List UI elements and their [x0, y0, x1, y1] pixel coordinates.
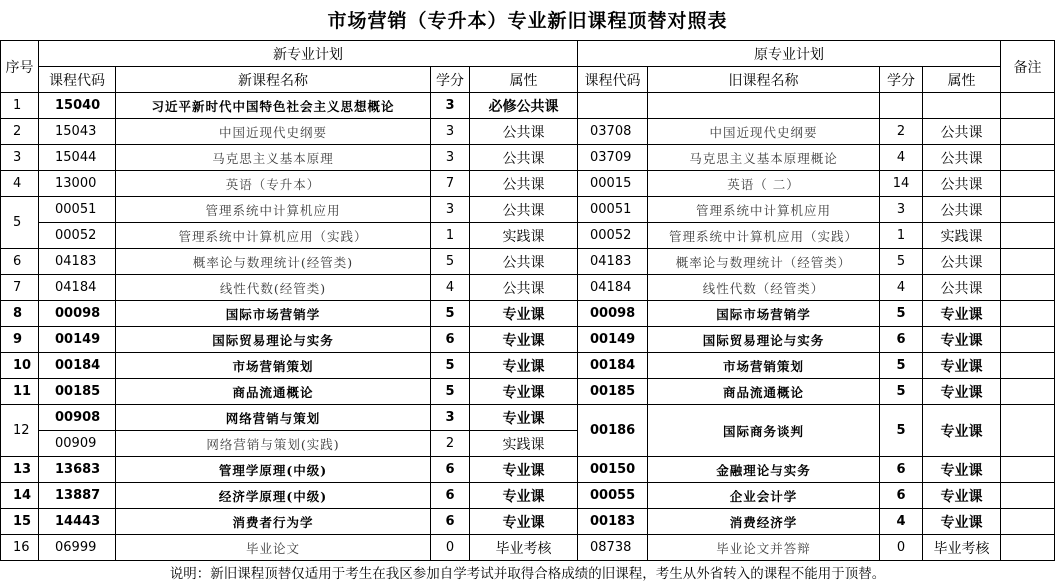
cell-new-name: 英语（专升本） — [116, 171, 431, 197]
cell-old-prop: 专业课 — [923, 353, 1001, 379]
cell-new-credit: 5 — [431, 249, 470, 275]
cell-new-name: 毕业论文 — [116, 535, 431, 561]
cell-new-prop: 专业课 — [470, 509, 578, 535]
cell-old-name: 金融理论与实务 — [648, 457, 880, 483]
cell-old-name: 市场营销策划 — [648, 353, 880, 379]
cell-new-credit: 5 — [431, 379, 470, 405]
cell-old-credit: 5 — [880, 249, 923, 275]
cell-new-name: 习近平新时代中国特色社会主义思想概论 — [116, 93, 431, 119]
cell-new-code: 15040 — [39, 93, 116, 119]
cell-new-credit: 5 — [431, 353, 470, 379]
header-old-plan: 原专业计划 — [578, 41, 1001, 67]
cell-new-code: 00051 — [39, 197, 116, 223]
cell-new-code: 00184 — [39, 353, 116, 379]
cell-seq: 4 — [1, 171, 39, 197]
cell-old-name: 中国近现代史纲要 — [648, 119, 880, 145]
cell-new-name: 商品流通概论 — [116, 379, 431, 405]
cell-old-name: 概率论与数理统计（经管类） — [648, 249, 880, 275]
cell-old-credit: 6 — [880, 457, 923, 483]
table-row — [1, 249, 1055, 275]
header-remark: 备注 — [1001, 41, 1055, 93]
cell-old-prop: 实践课 — [923, 223, 1001, 249]
table-row — [1, 483, 1055, 509]
cell-old-prop: 公共课 — [923, 171, 1001, 197]
table-row — [1, 145, 1055, 171]
cell-new-code: 04183 — [39, 249, 116, 275]
cell-new-prop: 必修公共课 — [470, 93, 578, 119]
cell-seq: 13 — [1, 457, 39, 483]
cell-old-prop: 公共课 — [923, 197, 1001, 223]
cell-new-prop: 专业课 — [470, 301, 578, 327]
cell-old-code: 08738 — [578, 535, 648, 561]
cell-new-prop: 公共课 — [470, 275, 578, 301]
cell-new-prop: 公共课 — [470, 197, 578, 223]
cell-seq: 2 — [1, 119, 39, 145]
cell-old-credit: 4 — [880, 509, 923, 535]
cell-old-code: 04184 — [578, 275, 648, 301]
cell-old-name: 消费经济学 — [648, 509, 880, 535]
cell-new-credit: 3 — [431, 119, 470, 145]
cell-new-code: 06999 — [39, 535, 116, 561]
cell-old-credit: 5 — [880, 405, 923, 457]
cell-new-name: 管理系统中计算机应用（实践） — [116, 223, 431, 249]
cell-old-code: 00051 — [578, 197, 648, 223]
cell-new-credit: 1 — [431, 223, 470, 249]
course-table — [0, 40, 1055, 561]
cell-old-name: 毕业论文并答辩 — [648, 535, 880, 561]
table-row — [1, 119, 1055, 145]
cell-new-prop: 专业课 — [470, 353, 578, 379]
cell-new-prop: 专业课 — [470, 379, 578, 405]
cell-old-code: 00052 — [578, 223, 648, 249]
cell-old-prop — [923, 93, 1001, 119]
cell-remark — [1001, 379, 1055, 405]
cell-new-credit: 6 — [431, 327, 470, 353]
cell-old-prop: 公共课 — [923, 249, 1001, 275]
cell-old-name: 企业会计学 — [648, 483, 880, 509]
cell-old-name: 管理系统中计算机应用（实践） — [648, 223, 880, 249]
table-row — [1, 457, 1055, 483]
cell-new-credit: 6 — [431, 457, 470, 483]
cell-new-credit: 6 — [431, 483, 470, 509]
cell-old-name: 商品流通概论 — [648, 379, 880, 405]
cell-old-code — [578, 93, 648, 119]
cell-remark — [1001, 353, 1055, 379]
cell-new-name: 管理系统中计算机应用 — [116, 197, 431, 223]
cell-remark — [1001, 249, 1055, 275]
cell-remark — [1001, 327, 1055, 353]
cell-seq: 9 — [1, 327, 39, 353]
cell-old-name: 英语（ 二） — [648, 171, 880, 197]
cell-new-code: 15043 — [39, 119, 116, 145]
cell-new-code: 00908 — [39, 405, 116, 431]
cell-old-credit — [880, 93, 923, 119]
cell-old-code: 00184 — [578, 353, 648, 379]
cell-new-name: 概率论与数理统计(经管类) — [116, 249, 431, 275]
cell-old-prop: 专业课 — [923, 457, 1001, 483]
cell-old-prop: 公共课 — [923, 275, 1001, 301]
cell-new-code: 13000 — [39, 171, 116, 197]
cell-old-code: 03708 — [578, 119, 648, 145]
cell-old-code: 04183 — [578, 249, 648, 275]
cell-new-name: 市场营销策划 — [116, 353, 431, 379]
cell-remark — [1001, 223, 1055, 249]
table-row — [1, 275, 1055, 301]
cell-old-prop: 专业课 — [923, 509, 1001, 535]
cell-old-credit: 3 — [880, 197, 923, 223]
cell-new-code: 00149 — [39, 327, 116, 353]
cell-new-credit: 3 — [431, 145, 470, 171]
cell-new-name: 经济学原理(中级) — [116, 483, 431, 509]
cell-new-name: 马克思主义基本原理 — [116, 145, 431, 171]
cell-new-name: 国际贸易理论与实务 — [116, 327, 431, 353]
cell-new-code: 00052 — [39, 223, 116, 249]
cell-new-credit: 7 — [431, 171, 470, 197]
header-row-top — [1, 41, 1055, 67]
cell-old-prop: 专业课 — [923, 301, 1001, 327]
cell-old-name: 线性代数（经管类） — [648, 275, 880, 301]
footnote: 说明：新旧课程顶替仅适用于考生在我区参加自学考试并取得合格成绩的旧课程，考生从外省转入的课程不能用于顶替。 — [169, 566, 886, 582]
cell-seq: 14 — [1, 483, 39, 509]
cell-old-code: 00185 — [578, 379, 648, 405]
cell-remark — [1001, 171, 1055, 197]
cell-old-code: 03709 — [578, 145, 648, 171]
cell-old-credit: 0 — [880, 535, 923, 561]
cell-remark — [1001, 405, 1055, 457]
header-new-credit: 学分 — [431, 67, 470, 93]
cell-new-credit: 3 — [431, 197, 470, 223]
cell-seq: 10 — [1, 353, 39, 379]
cell-old-code: 00150 — [578, 457, 648, 483]
table-row — [1, 379, 1055, 405]
cell-new-credit: 0 — [431, 535, 470, 561]
cell-old-code: 00098 — [578, 301, 648, 327]
header-row-sub — [1, 67, 1055, 93]
cell-old-name: 管理系统中计算机应用 — [648, 197, 880, 223]
cell-new-code: 13887 — [39, 483, 116, 509]
cell-old-credit: 4 — [880, 145, 923, 171]
cell-old-credit: 5 — [880, 301, 923, 327]
cell-remark — [1001, 483, 1055, 509]
cell-new-prop: 实践课 — [470, 223, 578, 249]
cell-remark — [1001, 145, 1055, 171]
cell-old-prop: 公共课 — [923, 145, 1001, 171]
cell-new-prop: 公共课 — [470, 145, 578, 171]
cell-old-credit: 2 — [880, 119, 923, 145]
header-new-prop: 属性 — [470, 67, 578, 93]
cell-old-name: 国际贸易理论与实务 — [648, 327, 880, 353]
cell-old-credit: 4 — [880, 275, 923, 301]
cell-old-credit: 14 — [880, 171, 923, 197]
cell-remark — [1001, 119, 1055, 145]
cell-new-code: 04184 — [39, 275, 116, 301]
cell-remark — [1001, 535, 1055, 561]
cell-old-credit: 5 — [880, 353, 923, 379]
cell-old-name — [648, 93, 880, 119]
cell-seq: 6 — [1, 249, 39, 275]
cell-old-code: 00183 — [578, 509, 648, 535]
cell-new-name: 网络营销与策划(实践) — [116, 431, 431, 457]
cell-new-code: 00185 — [39, 379, 116, 405]
header-new-code: 课程代码 — [39, 67, 116, 93]
cell-new-prop: 公共课 — [470, 249, 578, 275]
cell-new-code: 15044 — [39, 145, 116, 171]
cell-new-code: 00098 — [39, 301, 116, 327]
cell-new-prop: 专业课 — [470, 457, 578, 483]
cell-new-name: 消费者行为学 — [116, 509, 431, 535]
cell-old-name: 国际市场营销学 — [648, 301, 880, 327]
cell-new-code: 13683 — [39, 457, 116, 483]
cell-seq: 12 — [1, 405, 39, 457]
table-row — [1, 327, 1055, 353]
table-row — [1, 353, 1055, 379]
header-new-plan: 新专业计划 — [39, 41, 578, 67]
cell-new-credit: 6 — [431, 509, 470, 535]
header-new-name: 新课程名称 — [116, 67, 431, 93]
page-title: 市场营销（专升本）专业新旧课程顶替对照表 — [327, 10, 728, 32]
cell-new-name: 线性代数(经管类) — [116, 275, 431, 301]
table-row — [1, 301, 1055, 327]
header-old-credit: 学分 — [880, 67, 923, 93]
cell-old-prop: 公共课 — [923, 119, 1001, 145]
cell-new-prop: 专业课 — [470, 327, 578, 353]
cell-seq: 7 — [1, 275, 39, 301]
header-old-name: 旧课程名称 — [648, 67, 880, 93]
cell-remark — [1001, 275, 1055, 301]
cell-seq: 11 — [1, 379, 39, 405]
table-row — [1, 405, 1055, 431]
cell-old-code: 00055 — [578, 483, 648, 509]
cell-new-credit: 2 — [431, 431, 470, 457]
cell-new-name: 中国近现代史纲要 — [116, 119, 431, 145]
cell-new-credit: 3 — [431, 405, 470, 431]
header-old-prop: 属性 — [923, 67, 1001, 93]
cell-old-credit: 1 — [880, 223, 923, 249]
cell-remark — [1001, 457, 1055, 483]
cell-remark — [1001, 301, 1055, 327]
table-row — [1, 535, 1055, 561]
cell-new-name: 国际市场营销学 — [116, 301, 431, 327]
cell-old-credit: 6 — [880, 327, 923, 353]
cell-new-prop: 专业课 — [470, 405, 578, 431]
cell-new-code: 14443 — [39, 509, 116, 535]
cell-seq: 16 — [1, 535, 39, 561]
cell-old-credit: 5 — [880, 379, 923, 405]
cell-seq: 1 — [1, 93, 39, 119]
cell-old-code: 00149 — [578, 327, 648, 353]
cell-old-name: 马克思主义基本原理概论 — [648, 145, 880, 171]
cell-new-prop: 公共课 — [470, 171, 578, 197]
cell-new-credit: 3 — [431, 93, 470, 119]
cell-new-prop: 毕业考核 — [470, 535, 578, 561]
cell-seq: 8 — [1, 301, 39, 327]
cell-seq: 5 — [1, 197, 39, 249]
cell-old-code: 00186 — [578, 405, 648, 457]
cell-old-name: 国际商务谈判 — [648, 405, 880, 457]
cell-remark — [1001, 197, 1055, 223]
table-row — [1, 509, 1055, 535]
cell-seq: 15 — [1, 509, 39, 535]
cell-new-credit: 4 — [431, 275, 470, 301]
cell-new-name: 网络营销与策划 — [116, 405, 431, 431]
cell-remark — [1001, 93, 1055, 119]
cell-new-credit: 5 — [431, 301, 470, 327]
table-row — [1, 197, 1055, 223]
cell-old-prop: 毕业考核 — [923, 535, 1001, 561]
cell-new-name: 管理学原理(中级) — [116, 457, 431, 483]
table-row — [1, 223, 1055, 249]
cell-old-code: 00015 — [578, 171, 648, 197]
cell-old-prop: 专业课 — [923, 379, 1001, 405]
header-seq: 序号 — [1, 41, 39, 93]
cell-old-prop: 专业课 — [923, 405, 1001, 457]
header-old-code: 课程代码 — [578, 67, 648, 93]
cell-old-credit: 6 — [880, 483, 923, 509]
cell-remark — [1001, 509, 1055, 535]
cell-old-prop: 专业课 — [923, 483, 1001, 509]
cell-new-prop: 专业课 — [470, 483, 578, 509]
cell-new-code: 00909 — [39, 431, 116, 457]
cell-new-prop: 公共课 — [470, 119, 578, 145]
cell-new-prop: 实践课 — [470, 431, 578, 457]
cell-old-prop: 专业课 — [923, 327, 1001, 353]
table-row — [1, 93, 1055, 119]
cell-seq: 3 — [1, 145, 39, 171]
table-row — [1, 171, 1055, 197]
